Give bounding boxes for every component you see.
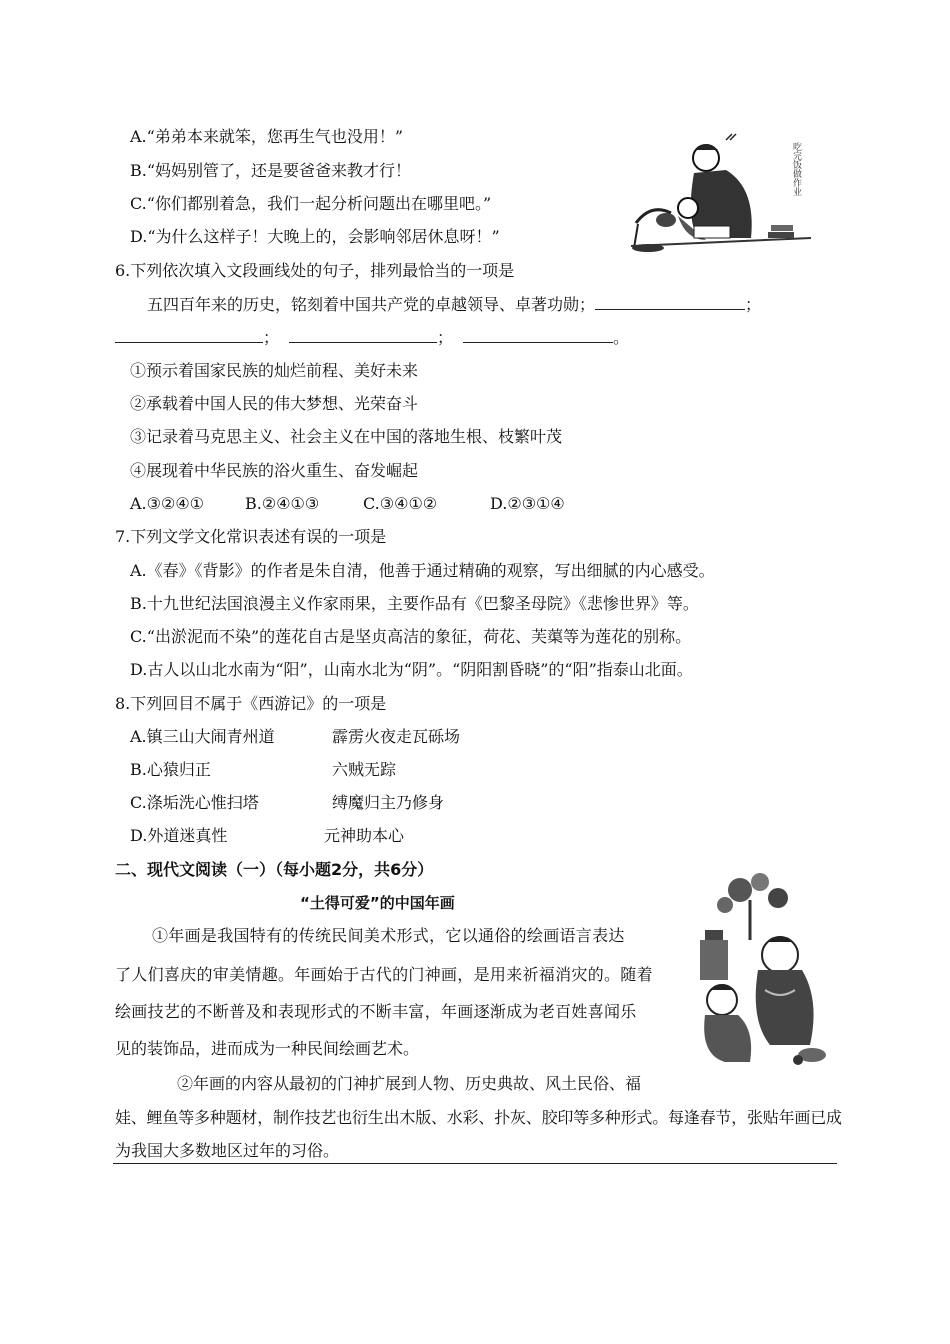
q6-blank-4	[463, 328, 613, 343]
paragraph-1-line-2: 了人们喜庆的审美情趣。年画始于古代的门神画，是用来祈福消灾的。随着	[115, 965, 653, 984]
q6-blank-3	[289, 328, 437, 343]
q6-blank-1	[595, 295, 745, 310]
q6-blank-2	[115, 328, 263, 343]
q8-option-d-first: D.外道迷真性	[130, 826, 228, 845]
q6-passage-line2	[115, 328, 629, 348]
article-title: “土得可爱”的中国年画	[300, 894, 455, 912]
paragraph-2-line-1: ②年画的内容从最初的门神扩展到人物、历史典故、风土民俗、福	[177, 1074, 642, 1093]
homework-sketch-illustration	[626, 128, 831, 273]
q6-separator: ；	[437, 328, 454, 347]
paragraph-1-line-1: ①年画是我国特有的传统民间美术形式，它以通俗的绘画语言表达	[152, 926, 625, 945]
q5-option-c: C.“你们都别着急，我们一起分析问题出在哪里吧。”	[130, 194, 492, 213]
section-heading: 二、现代文阅读（一）（每小题2分，共6分）	[115, 860, 434, 879]
q5-option-b: B.“妈妈别管了，还是要爸爸来教才行！	[130, 161, 412, 180]
q7-option-a: A.《春》《背影》的作者是朱自清，他善于通过精确的观察，写出细腻的内心感受。	[130, 561, 715, 580]
q6-passage-text: 五四百年来的历史，铭刻着中国共产党的卓越领导、卓著功勋；	[147, 295, 596, 314]
q6-option-c: C.③④①②	[363, 494, 438, 513]
q6-option-b: B.②④①③	[245, 494, 320, 513]
q6-passage-line1	[147, 295, 761, 315]
q7-stem: 7.下列文学文化常识表述有误的一项是	[115, 527, 387, 546]
q6-item-2: ②承载着中国人民的伟大梦想、光荣奋斗	[130, 394, 419, 413]
q8-stem: 8.下列回目不属于《西游记》的一项是	[115, 694, 387, 713]
q6-stem: 6.下列依次填入文段画线处的句子，排列最恰当的一项是	[115, 261, 515, 280]
q8-option-a-second: 霹雳火夜走瓦砾场	[332, 727, 461, 746]
q5-option-d: D.“为什么这样子！大晚上的，会影响邻居休息呀！”	[130, 227, 500, 246]
q8-option-a-first: A.镇三山大闹青州道	[130, 727, 275, 746]
illustration-caption: 吃完饭做作业	[791, 142, 801, 196]
paragraph-1-line-3: 绘画技艺的不断普及和表现形式的不断丰富，年画逐渐成为老百姓喜闻乐	[115, 1002, 637, 1021]
q6-option-a: A.③②④①	[130, 494, 205, 513]
paragraph-1-line-4: 见的装饰品，进而成为一种民间绘画艺术。	[115, 1039, 420, 1058]
q6-separator: ；	[745, 295, 762, 314]
q7-option-d: D.古人以山北水南为“阳”，山南水北为“阴”。“阴阳割昏晓”的“阳”指泰山北面。	[130, 660, 693, 679]
q6-item-4: ④展现着中华民族的浴火重生、奋发崛起	[130, 461, 419, 480]
q8-option-d-second: 元神助本心	[324, 826, 405, 845]
bottom-divider	[113, 1163, 837, 1164]
q5-option-a: A.“弟弟本来就笨，您再生气也没用！”	[130, 127, 404, 146]
q8-option-b-second: 六贼无踪	[332, 760, 397, 779]
q7-option-b: B.十九世纪法国浪漫主义作家雨果，主要作品有《巴黎圣母院》《悲惨世界》等。	[130, 594, 699, 613]
paragraph-2-line-3: 为我国大多数地区过年的习俗。	[115, 1141, 340, 1160]
q6-item-3: ③记录着马克思主义、社会主义在中国的落地生根、枝繁叶茂	[130, 427, 563, 446]
q6-item-1: ①预示着国家民族的灿烂前程、美好未来	[130, 361, 419, 380]
q7-option-c: C.“出淤泥而不染”的莲花自古是坚贞高洁的象征，荷花、芙蕖等为莲花的别称。	[130, 627, 692, 646]
q6-option-d: D.②③①④	[490, 494, 565, 513]
q6-end: 。	[613, 328, 630, 347]
new-year-painting-illustration	[680, 870, 835, 1070]
paragraph-2-line-2: 娃、鲤鱼等多种题材，制作技艺也衍生出木版、水彩、扑灰、胶印等多种形式。每逢春节，张贴年画已成	[115, 1108, 842, 1127]
q8-option-c-first: C.涤垢洗心惟扫塔	[130, 793, 259, 812]
q8-option-b-first: B.心猿归正	[130, 760, 211, 779]
q6-separator: ；	[263, 328, 280, 347]
q8-option-c-second: 缚魔归主乃修身	[332, 793, 445, 812]
